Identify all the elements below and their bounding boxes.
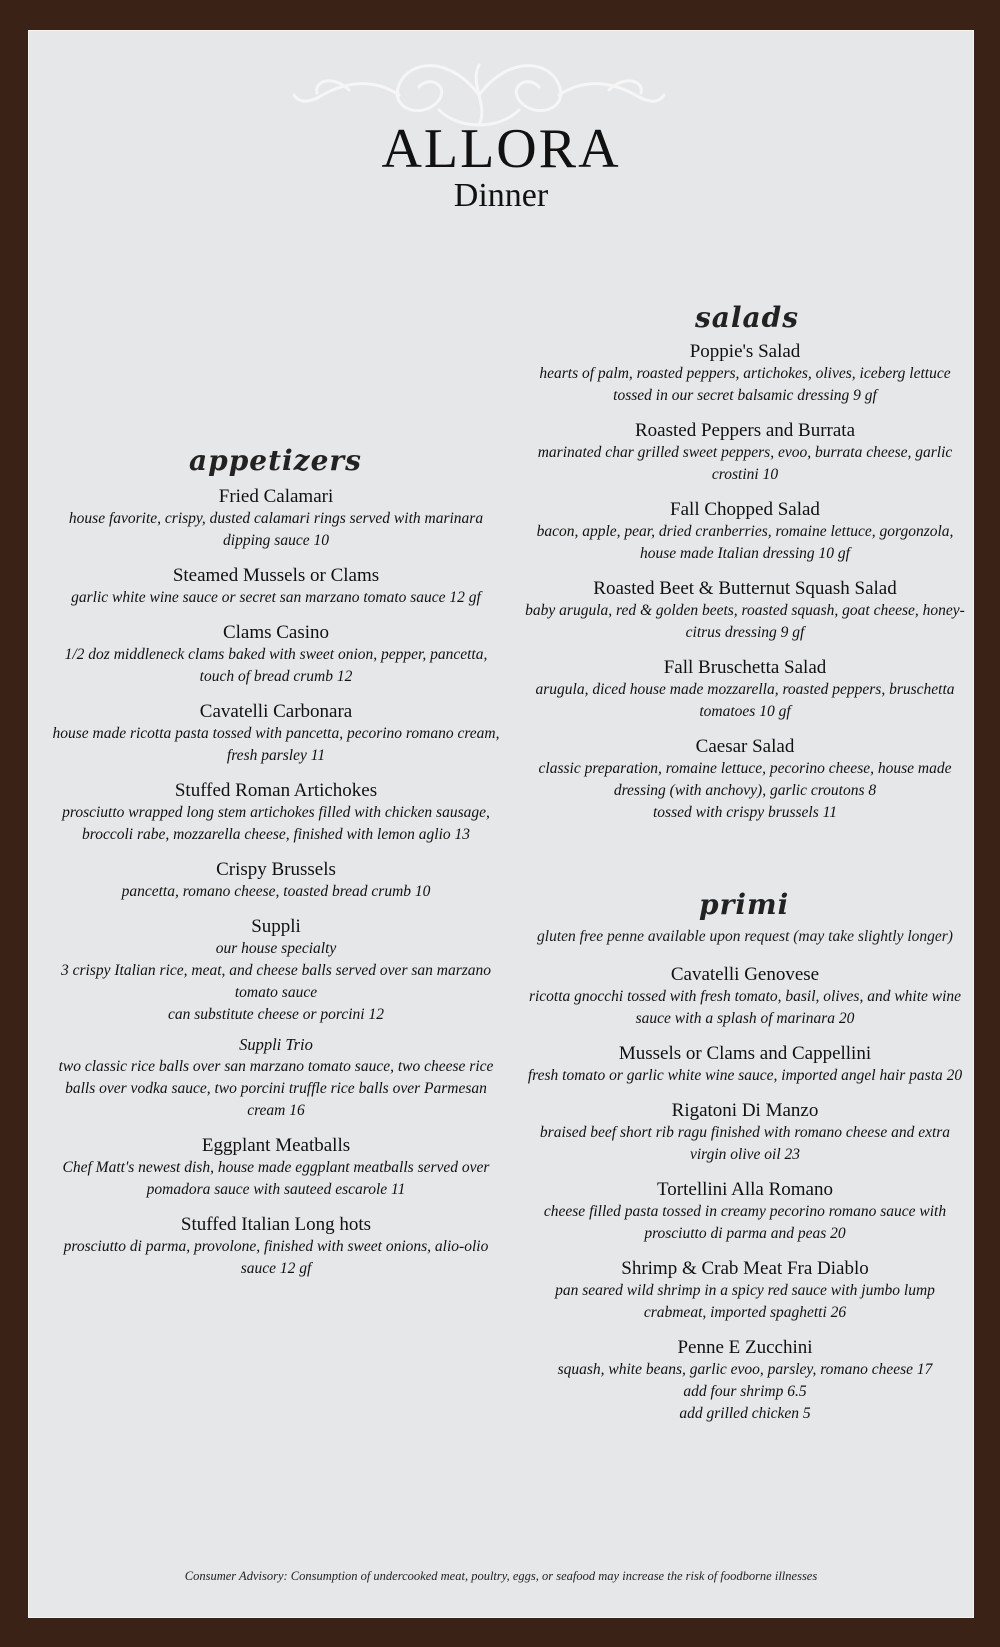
menu-item [51,622,501,688]
item-description: add four shrimp 6.5 [683,1383,807,1400]
appetizers-list [51,486,501,1293]
menu-item [51,565,501,609]
item-description: 1/2 doz middleneck clams baked with sweet onion, pepper, pancetta, touch of bread crumb 12 [64,646,488,685]
item-name: Crispy Brussels [216,859,336,880]
primi-note: gluten free penne available upon request (may take slightly longer) [537,928,953,945]
item-name: Roasted Peppers and Burrata [634,420,856,441]
item-name: Cavatelli Carbonara [199,701,353,722]
item-description: braised beef short rib ragu finished with romano cheese and extra virgin olive oil 23 [539,1124,951,1163]
item-description: can substitute cheese or porcini 12 [168,1006,384,1023]
item-name: Rigatoni Di Manzo [671,1100,819,1121]
item-description: squash, white beans, garlic evoo, parsley, romano cheese 17 [557,1361,933,1378]
item-description: ricotta gnocchi tossed with fresh tomato, basil, olives, and white wine sauce with a splash of marinara 20 [528,988,962,1027]
menu-item [525,341,965,407]
item-name: Mussels or Clams and Cappellini [618,1043,872,1064]
item-name: Clams Casino [222,622,330,643]
appetizers-heading: appetizers [189,444,362,477]
item-description: tossed with crispy brussels 11 [653,804,837,821]
restaurant-name: ALLORA [381,118,621,180]
item-description: cheese filled pasta tossed in creamy pecorino romano sauce with prosciutto di parma and peas 20 [543,1203,947,1242]
item-description: prosciutto wrapped long stem artichokes filled with chicken sausage, broccoli rabe, mozzarella cheese, finished with lemon aglio 13 [62,804,490,843]
menu-item-caesar [525,736,965,824]
menu-item [525,1179,965,1245]
item-description: bacon, apple, pear, dried cranberries, romaine lettuce, gorgonzola, house made Italian dressing 10 gf [536,523,954,562]
item-name: Shrimp & Crab Meat Fra Diablo [621,1258,869,1279]
menu-item [51,1135,501,1201]
item-name: Steamed Mussels or Clams [172,565,380,586]
item-name: Stuffed Italian Long hots [180,1214,372,1235]
menu-sheet [28,30,974,1618]
menu-item [525,578,965,644]
item-description: marinated char grilled sweet peppers, evoo, burrata cheese, garlic crostini 10 [537,444,953,483]
menu-item [525,499,965,565]
item-name: Stuffed Roman Artichokes [174,780,378,801]
menu-item [525,1100,965,1166]
item-description: fresh tomato or garlic white wine sauce, imported angel hair pasta 20 [527,1067,963,1084]
item-name: Penne E Zucchini [677,1337,813,1358]
menu-item [525,1043,965,1087]
item-description: prosciutto di parma, provolone, finished with sweet onions, alio-olio sauce 12 gf [63,1238,489,1277]
menu-item [525,657,965,723]
item-name: Roasted Beet & Butternut Squash Salad [593,578,897,599]
menu-item [51,1214,501,1280]
menu-item [51,780,501,846]
item-description: baby arugula, red & golden beets, roasted squash, goat cheese, honey-citrus dressing 9 gf [525,602,965,641]
item-description: garlic white wine sauce or secret san marzano tomato sauce 12 gf [71,589,481,606]
menu-item [51,486,501,552]
menu-item [525,420,965,486]
menu-item [51,859,501,903]
item-name: Tortellini Alla Romano [657,1179,833,1200]
menu-item [525,1258,965,1324]
item-description: Chef Matt's newest dish, house made eggplant meatballs served over pomadora sauce with sauteed escarole 11 [62,1159,490,1198]
item-name: Suppli Trio [239,1035,313,1054]
restaurant-header [29,118,973,214]
salads-heading: salads [695,301,800,334]
menu-item [51,701,501,767]
menu-item [525,964,965,1030]
menu-subtitle: Dinner [453,177,549,214]
consumer-advisory: Consumer Advisory: Consumption of undercooked meat, poultry, eggs, or seafood may increase the risk of foodborne illnesses [184,1569,818,1583]
item-name: Fall Chopped Salad [670,499,820,520]
item-name: Cavatelli Genovese [670,964,820,985]
item-description: classic preparation, romaine lettuce, pecorino cheese, house made dressing (with anchovy), garlic croutons 8 [538,760,952,799]
item-name: Eggplant Meatballs [201,1135,351,1156]
salads-list [525,341,965,837]
item-description: 3 crispy Italian rice, meat, and cheese balls served over san marzano tomato sauce [60,962,492,1001]
item-description: house made ricotta pasta tossed with pancetta, pecorino romano cream, fresh parsley 11 [52,725,500,764]
item-name: Caesar Salad [695,736,795,757]
primi-list [525,926,965,1438]
item-name: Fall Bruschetta Salad [663,657,827,678]
item-description: hearts of palm, roasted peppers, artichokes, olives, iceberg lettuce tossed in our secret balsamic dressing 9 gf [539,365,951,404]
item-description: two classic rice balls over san marzano tomato sauce, two cheese rice balls over vodka sauce, two porcini truffle rice balls over Parmesan cream 16 [58,1058,494,1119]
item-name: Fried Calamari [218,486,334,507]
item-name: Poppie's Salad [689,341,801,362]
item-description: house favorite, crispy, dusted calamari rings served with marinara dipping sauce 10 [68,510,484,549]
menu-item-suppli [51,916,501,1122]
item-description: add grilled chicken 5 [679,1405,811,1422]
item-description: arugula, diced house made mozzarella, roasted peppers, bruschetta tomatoes 10 gf [535,681,955,720]
item-description: pan seared wild shrimp in a spicy red sauce with jumbo lump crabmeat, imported spaghetti 26 [555,1282,935,1321]
item-description: our house specialty [215,940,337,957]
menu-item-penne [525,1337,965,1425]
primi-heading: primi [699,888,790,921]
item-description: pancetta, romano cheese, toasted bread crumb 10 [121,883,431,900]
item-name: Suppli [251,916,301,937]
